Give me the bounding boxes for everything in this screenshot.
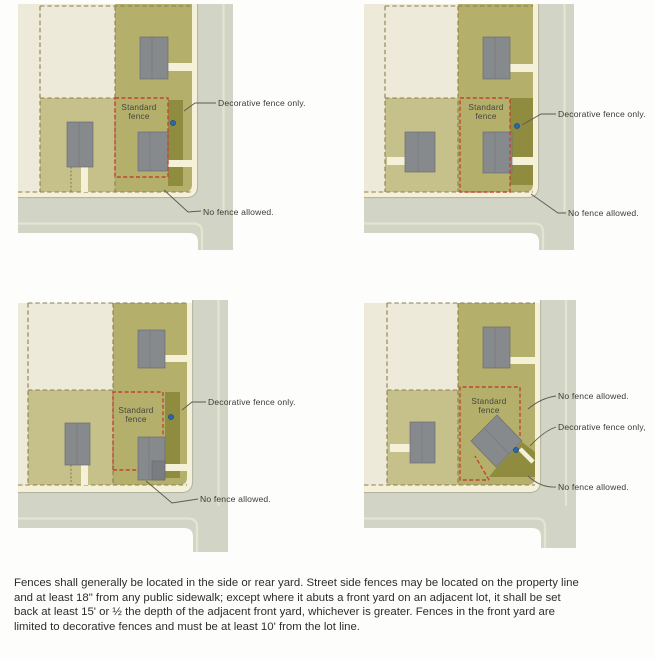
callout-decorative-fence: Decorative fence only. [218, 98, 306, 108]
caption-line: Fences shall generally be located in the side or rear yard. Street side fences may be located on the property line [14, 577, 579, 589]
driveway [81, 465, 88, 485]
standard-fence-label: fence [125, 415, 147, 424]
standard-fence-label: fence [128, 112, 150, 121]
callout-no-fence: No fence allowed. [203, 207, 274, 217]
standard-fence-label: Standard [468, 103, 504, 112]
callout-decorative-fence: Decorative fence only. [208, 397, 296, 407]
decorative-fence-marker-dot [168, 414, 173, 419]
standard-fence-label: Standard [118, 406, 154, 415]
decorative-fence-strip [510, 98, 533, 185]
decorative-fence-strip [168, 100, 183, 186]
house-left [405, 132, 435, 172]
house-top [140, 37, 168, 79]
house-left [67, 122, 93, 167]
walkway [168, 160, 192, 167]
callout-no-fence-top: No fence allowed. [558, 391, 629, 401]
diagram-panel-2 [364, 4, 646, 250]
caption-line: limited to decorative fences and must be at least 10' from the lot line. [14, 621, 360, 634]
driveway [167, 63, 192, 71]
garage [152, 461, 165, 480]
driveway [510, 64, 533, 72]
diagram-panel-4 [364, 300, 646, 548]
walkway [165, 464, 187, 471]
callout-no-fence: No fence allowed. [568, 208, 639, 218]
driveway [510, 357, 535, 364]
house-left [410, 422, 435, 463]
decorative-fence-marker-dot [170, 120, 175, 125]
callout-decorative-fence: Decorative fence only. [558, 109, 646, 119]
driveway [390, 444, 410, 452]
decorative-fence-marker-dot [513, 447, 518, 452]
diagram-panel-3 [18, 300, 296, 552]
standard-fence-label: fence [475, 112, 497, 121]
standard-fence-label: Standard [471, 397, 507, 406]
walkway [510, 157, 533, 165]
callout-no-fence: No fence allowed. [200, 494, 271, 504]
house-corner [483, 132, 512, 173]
diagram-panel-1 [18, 4, 306, 250]
house-corner [138, 132, 168, 171]
house-top [138, 330, 165, 368]
callout-no-fence-bottom: No fence allowed. [558, 482, 629, 492]
decorative-fence-marker-dot [514, 123, 519, 128]
driveway [387, 157, 405, 165]
caption-line: and at least 18" from any public sidewalk; except where it abuts a front yard on an adjacent lot, it shall be set [14, 591, 561, 604]
driveway [81, 167, 88, 192]
standard-fence-label: fence [478, 406, 500, 415]
caption-line: back at least 15' or ½ the depth of the adjacent front yard, whichever is greater. Fences in the front yard are [14, 606, 556, 619]
caption [14, 576, 648, 635]
house-top [483, 37, 510, 79]
house-left [65, 423, 90, 465]
callout-decorative-fence: Decorative fence only, [558, 422, 646, 432]
standard-fence-label: Standard [121, 103, 157, 112]
house-top [483, 327, 510, 368]
driveway [165, 355, 187, 362]
